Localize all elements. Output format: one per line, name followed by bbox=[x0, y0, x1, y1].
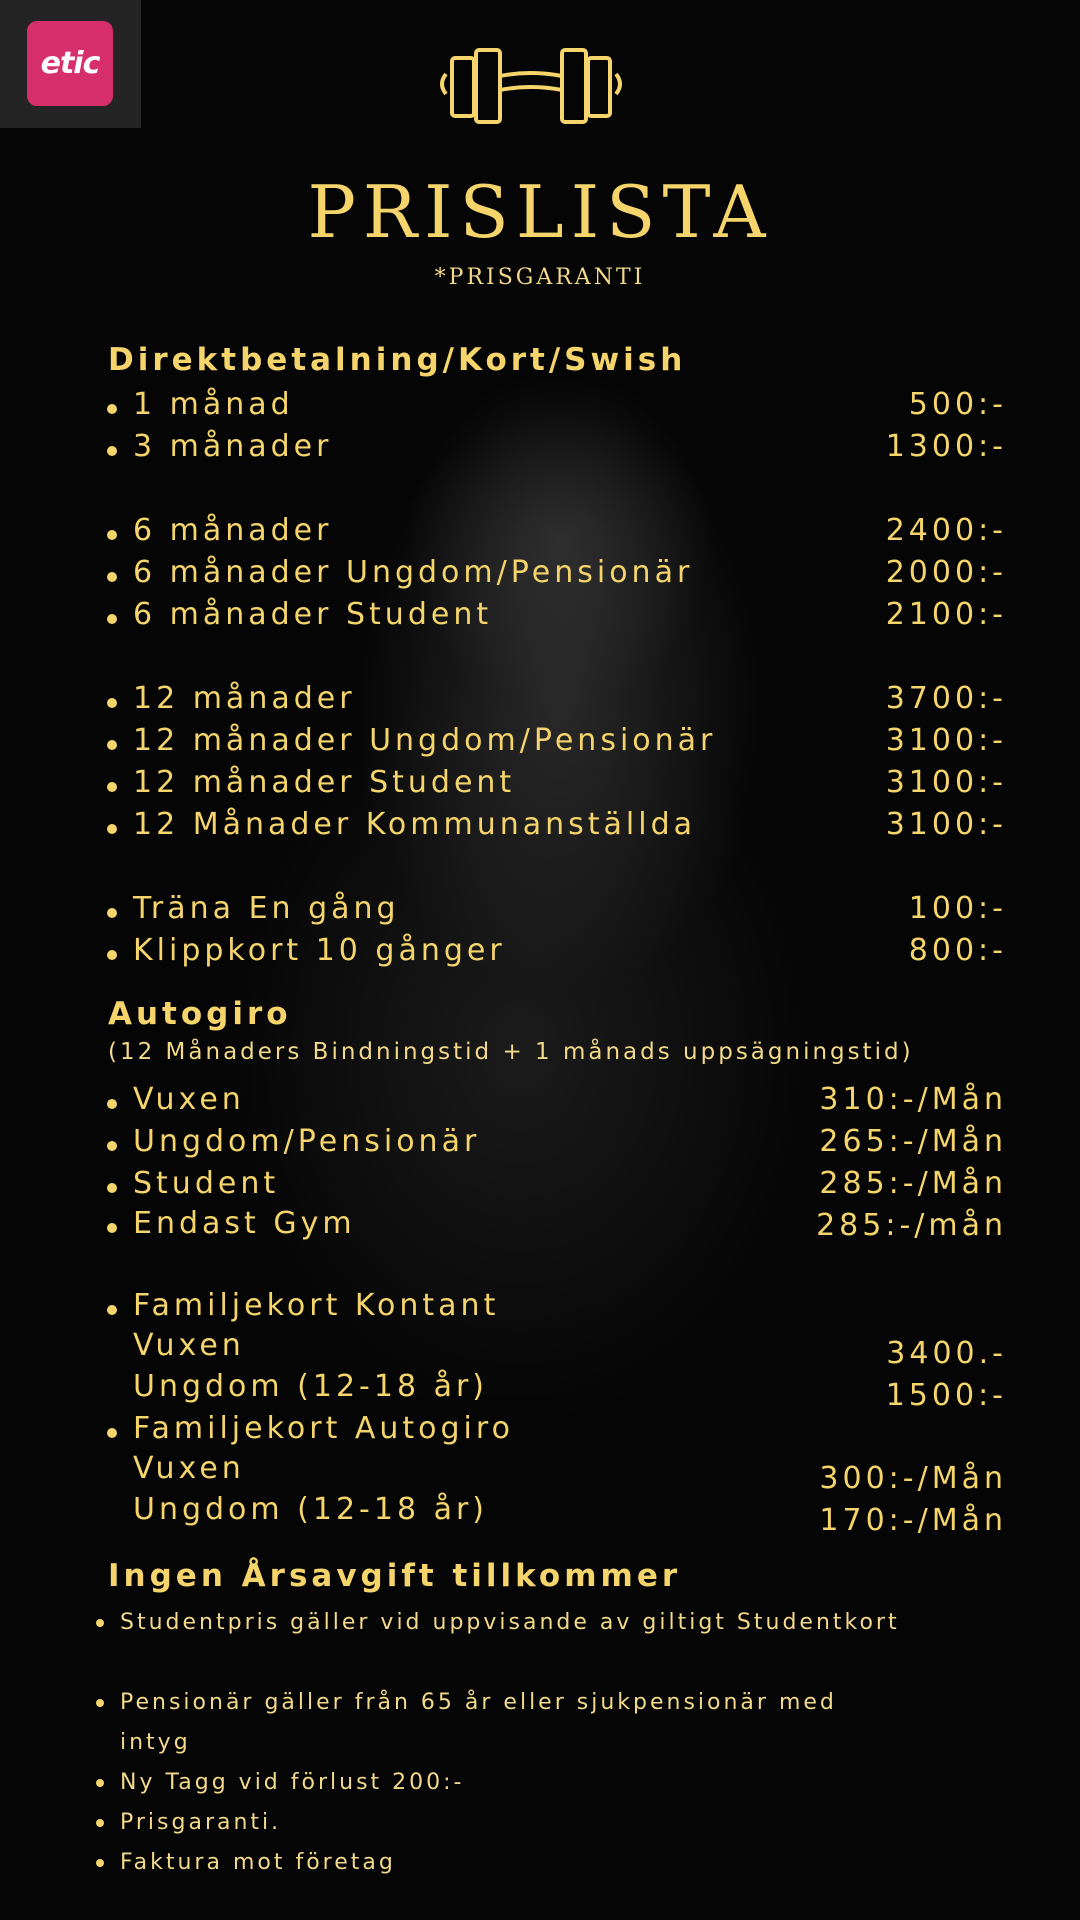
bullet-icon bbox=[107, 1099, 117, 1109]
price-row bbox=[105, 1124, 1007, 1166]
price-row bbox=[105, 387, 1007, 429]
info-note-text: Faktura mot företag bbox=[120, 1850, 396, 1875]
logo-container bbox=[0, 0, 141, 128]
price-row-label: 6 månader Student bbox=[133, 597, 493, 632]
price-row-label: 3 månader bbox=[133, 429, 333, 464]
family-cash-row bbox=[105, 1288, 1007, 1330]
family-cash-adult-label: Vuxen bbox=[133, 1328, 245, 1363]
price-row-value: 800:- bbox=[908, 933, 1007, 968]
bullet-icon bbox=[107, 740, 117, 750]
family-cash-youth-price: 1500:- bbox=[885, 1378, 1007, 1413]
price-row-value: 1300:- bbox=[885, 429, 1007, 464]
price-row-value: 265:-/Mån bbox=[819, 1124, 1007, 1159]
info-note-text: Ny Tagg vid förlust 200:- bbox=[120, 1770, 465, 1795]
price-row-value: 2100:- bbox=[885, 597, 1007, 632]
price-row bbox=[105, 513, 1007, 555]
price-row-label: 12 månader Ungdom/Pensionär bbox=[133, 723, 717, 758]
etic-logo[interactable]: etic bbox=[27, 21, 113, 106]
dumbbell-icon bbox=[436, 40, 626, 126]
price-row bbox=[105, 765, 1007, 807]
price-row-label: Träna En gång bbox=[133, 891, 400, 926]
bullet-icon bbox=[107, 782, 117, 792]
info-note-text: Studentpris gäller vid uppvisande av giltigt Studentkort bbox=[120, 1610, 900, 1635]
family-autogiro-youth-label: Ungdom (12-18 år) bbox=[133, 1492, 489, 1527]
price-row bbox=[105, 597, 1007, 639]
price-row bbox=[105, 723, 1007, 765]
family-autogiro-row bbox=[105, 1411, 1007, 1453]
bullet-icon bbox=[107, 572, 117, 582]
price-row-label: Endast Gym bbox=[133, 1206, 356, 1241]
price-row-label: 6 månader bbox=[133, 513, 333, 548]
info-note-text: Prisgaranti. bbox=[120, 1810, 282, 1835]
family-autogiro-youth-price: 170:-/Mån bbox=[819, 1503, 1007, 1538]
price-row-label: 1 månad bbox=[133, 387, 294, 422]
price-row-label: 12 månader Student bbox=[133, 765, 516, 800]
bullet-icon bbox=[107, 1183, 117, 1193]
price-row bbox=[105, 891, 1007, 933]
price-row-label: Student bbox=[133, 1166, 280, 1201]
info-note bbox=[96, 1843, 916, 1883]
bullet-icon bbox=[107, 1428, 117, 1438]
price-row-value: 100:- bbox=[908, 891, 1007, 926]
bullet-icon bbox=[96, 1859, 104, 1867]
autogiro-binding-note: (12 Månaders Bindningstid + 1 månads uppsägningstid) bbox=[108, 1039, 914, 1065]
price-row bbox=[105, 1166, 1007, 1208]
bullet-icon bbox=[107, 614, 117, 624]
info-note bbox=[96, 1603, 916, 1643]
price-row bbox=[105, 933, 1007, 975]
family-autogiro-youth-price-row bbox=[105, 1503, 1007, 1545]
price-row-value: 285:-/Mån bbox=[819, 1166, 1007, 1201]
page-title: PRISLISTA bbox=[307, 170, 773, 254]
price-row-value: 3700:- bbox=[885, 681, 1007, 716]
bullet-icon bbox=[107, 1305, 117, 1315]
price-row-value: 2400:- bbox=[885, 513, 1007, 548]
bullet-icon bbox=[107, 446, 117, 456]
price-row-label: 6 månader Ungdom/Pensionär bbox=[133, 555, 694, 590]
price-row-value: 3100:- bbox=[885, 807, 1007, 842]
info-note-text: Pensionär gäller från 65 år eller sjukpensionär med intyg bbox=[120, 1690, 837, 1755]
price-row-label: Klippkort 10 gånger bbox=[133, 933, 506, 968]
price-row bbox=[105, 807, 1007, 849]
family-autogiro-adult-label: Vuxen bbox=[133, 1451, 245, 1486]
price-row bbox=[105, 429, 1007, 471]
price-row-value: 3100:- bbox=[885, 765, 1007, 800]
bullet-icon bbox=[107, 950, 117, 960]
info-note bbox=[96, 1683, 916, 1763]
bullet-icon bbox=[107, 404, 117, 414]
family-autogiro-label: Familjekort Autogiro bbox=[133, 1411, 514, 1446]
price-row-value: 285:-/mån bbox=[816, 1208, 1007, 1243]
price-row-value: 2000:- bbox=[885, 555, 1007, 590]
price-row-value: 310:-/Mån bbox=[819, 1082, 1007, 1117]
family-autogiro-adult-price: 300:-/Mån bbox=[819, 1461, 1007, 1496]
price-row-value: 3100:- bbox=[885, 723, 1007, 758]
section-heading-info: Ingen Årsavgift tillkommer bbox=[108, 1558, 682, 1594]
bullet-icon bbox=[107, 1141, 117, 1151]
price-row-label: 12 Månader Kommunanställda bbox=[133, 807, 697, 842]
family-cash-label: Familjekort Kontant bbox=[133, 1288, 500, 1323]
price-row-label: Vuxen bbox=[133, 1082, 245, 1117]
price-row-label: 12 månader bbox=[133, 681, 356, 716]
bullet-icon bbox=[96, 1699, 104, 1707]
info-note bbox=[96, 1763, 916, 1803]
family-cash-adult-price: 3400.- bbox=[886, 1336, 1007, 1371]
family-cash-youth-label: Ungdom (12-18 år) bbox=[133, 1369, 489, 1404]
bullet-icon bbox=[107, 698, 117, 708]
bullet-icon bbox=[96, 1619, 104, 1627]
price-row-label: Ungdom/Pensionär bbox=[133, 1124, 481, 1159]
price-row bbox=[105, 681, 1007, 723]
info-note bbox=[96, 1803, 916, 1843]
bullet-icon bbox=[107, 530, 117, 540]
page-subtitle: *PRISGARANTI bbox=[434, 265, 646, 290]
section-heading-autogiro: Autogiro bbox=[108, 996, 292, 1032]
section-heading-direct: Direktbetalning/Kort/Swish bbox=[108, 342, 687, 378]
price-row bbox=[105, 1082, 1007, 1124]
bullet-icon bbox=[96, 1819, 104, 1827]
bullet-icon bbox=[107, 908, 117, 918]
price-row bbox=[105, 555, 1007, 597]
bullet-icon bbox=[107, 824, 117, 834]
bullet-icon bbox=[96, 1779, 104, 1787]
price-row bbox=[105, 1206, 1007, 1248]
price-row-value: 500:- bbox=[908, 387, 1007, 422]
bullet-icon bbox=[107, 1223, 117, 1233]
